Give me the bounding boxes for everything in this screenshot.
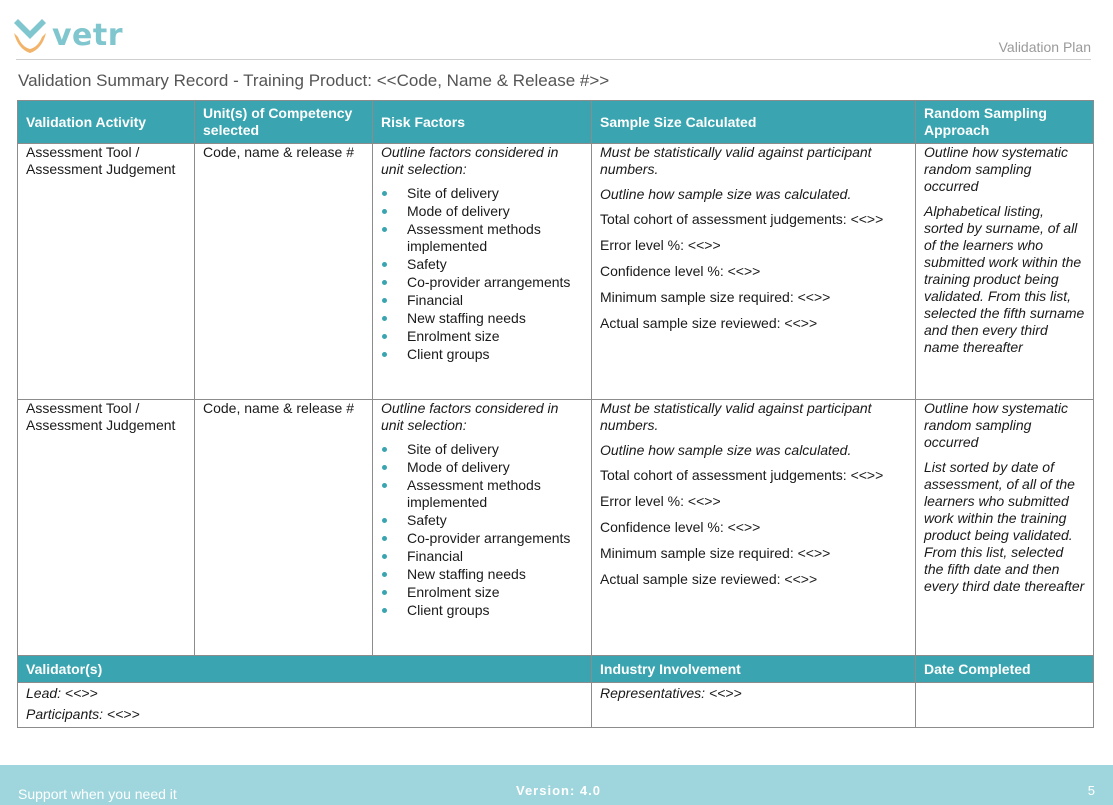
risk-intro: Outline factors considered in unit selection: <box>381 144 559 177</box>
list-item: Mode of delivery <box>381 459 583 476</box>
vetr-logo <box>12 14 123 56</box>
validation-activity-cell[interactable]: Assessment Tool / Assessment Judgement <box>18 144 195 400</box>
sample-line: Confidence level %: <<>> <box>600 519 761 535</box>
column-header: Risk Factors <box>373 101 592 144</box>
list-item: Co-provider arrangements <box>381 530 583 547</box>
validators-header-row <box>18 656 1094 683</box>
participants: Participants: <<>> <box>26 706 140 722</box>
list-item: Financial <box>381 548 583 565</box>
validators-cell[interactable] <box>18 683 592 728</box>
unit-cell[interactable]: Code, name & release # <box>195 400 373 656</box>
vetr-logo-mark-icon <box>12 15 48 55</box>
validators-row <box>18 683 1094 728</box>
sample-line: Minimum sample size required: <<>> <box>600 289 831 305</box>
list-item: Safety <box>381 256 583 273</box>
sampling-detail: List sorted by date of assessment, of all of the learners who submitted work within the training product being validated. From this list, selected the fifth date and then every third date thereafter <box>924 459 1085 594</box>
list-item: Assessment methods implemented <box>381 477 583 511</box>
list-item: Client groups <box>381 346 583 363</box>
sample-howto: Outline how sample size was calculated. <box>600 186 852 202</box>
list-item: Safety <box>381 512 583 529</box>
sampling-approach-cell[interactable] <box>916 144 1094 400</box>
lead-validator: Lead: <<>> <box>26 685 98 701</box>
sample-howto: Outline how sample size was calculated. <box>600 442 852 458</box>
risk-list <box>381 185 583 363</box>
sample-line: Minimum sample size required: <<>> <box>600 545 831 561</box>
page-title: Validation Summary Record - Training Product: <<Code, Name & Release #>> <box>18 71 610 90</box>
sample-intro: Must be statistically valid against participant numbers. <box>600 400 872 433</box>
industry-involvement-header: Industry Involvement <box>592 656 916 683</box>
logo-text: vetr <box>52 17 124 53</box>
sample-intro: Must be statistically valid against participant numbers. <box>600 144 872 177</box>
sample-size-cell[interactable] <box>592 400 916 656</box>
sample-line: Error level %: <<>> <box>600 237 721 253</box>
date-completed-cell[interactable] <box>916 683 1094 728</box>
industry-involvement-cell[interactable] <box>592 683 916 728</box>
list-item: Mode of delivery <box>381 203 583 220</box>
table-row <box>18 400 1094 656</box>
unit-cell[interactable]: Code, name & release # <box>195 144 373 400</box>
risk-factors-cell[interactable] <box>373 400 592 656</box>
sampling-approach-cell[interactable] <box>916 400 1094 656</box>
list-item: New staffing needs <box>381 310 583 327</box>
page-number: 5 <box>1087 783 1095 798</box>
column-header: Random Sampling Approach <box>916 101 1094 144</box>
footer-tagline: Support when you need it <box>18 786 177 802</box>
table-header-row <box>18 101 1094 144</box>
representatives: Representatives: <<>> <box>600 685 742 701</box>
list-item: New staffing needs <box>381 566 583 583</box>
table-row <box>18 144 1094 400</box>
list-item: Site of delivery <box>381 185 583 202</box>
list-item: Client groups <box>381 602 583 619</box>
list-item: Enrolment size <box>381 584 583 601</box>
risk-factors-cell[interactable] <box>373 144 592 400</box>
validation-summary-table <box>17 100 1094 728</box>
sample-line: Confidence level %: <<>> <box>600 263 761 279</box>
document-label: Validation Plan <box>998 39 1091 55</box>
sample-line: Total cohort of assessment judgements: <<>> <box>600 467 884 483</box>
list-item: Enrolment size <box>381 328 583 345</box>
footer-version: Version: 4.0 <box>516 783 601 798</box>
sample-line: Total cohort of assessment judgements: <<>> <box>600 211 884 227</box>
column-header: Unit(s) of Competency selected <box>195 101 373 144</box>
sampling-intro: Outline how systematic random sampling occurred <box>924 400 1068 450</box>
sample-line: Actual sample size reviewed: <<>> <box>600 571 818 587</box>
sample-line: Error level %: <<>> <box>600 493 721 509</box>
list-item: Site of delivery <box>381 441 583 458</box>
date-completed-header: Date Completed <box>916 656 1094 683</box>
validators-header: Validator(s) <box>18 656 592 683</box>
list-item: Financial <box>381 292 583 309</box>
risk-list <box>381 441 583 619</box>
header-divider <box>16 59 1091 60</box>
sampling-detail: Alphabetical listing, sorted by surname, of all of the learners who submitted work within the training product being validated. From this list, selected the fifth surname and then every third name thereafter <box>924 203 1085 355</box>
list-item: Assessment methods implemented <box>381 221 583 255</box>
sample-size-cell[interactable] <box>592 144 916 400</box>
validation-activity-cell[interactable]: Assessment Tool / Assessment Judgement <box>18 400 195 656</box>
column-header: Sample Size Calculated <box>592 101 916 144</box>
list-item: Co-provider arrangements <box>381 274 583 291</box>
page-footer <box>0 765 1113 805</box>
risk-intro: Outline factors considered in unit selection: <box>381 400 559 433</box>
sampling-intro: Outline how systematic random sampling occurred <box>924 144 1068 194</box>
sample-line: Actual sample size reviewed: <<>> <box>600 315 818 331</box>
column-header: Validation Activity <box>18 101 195 144</box>
